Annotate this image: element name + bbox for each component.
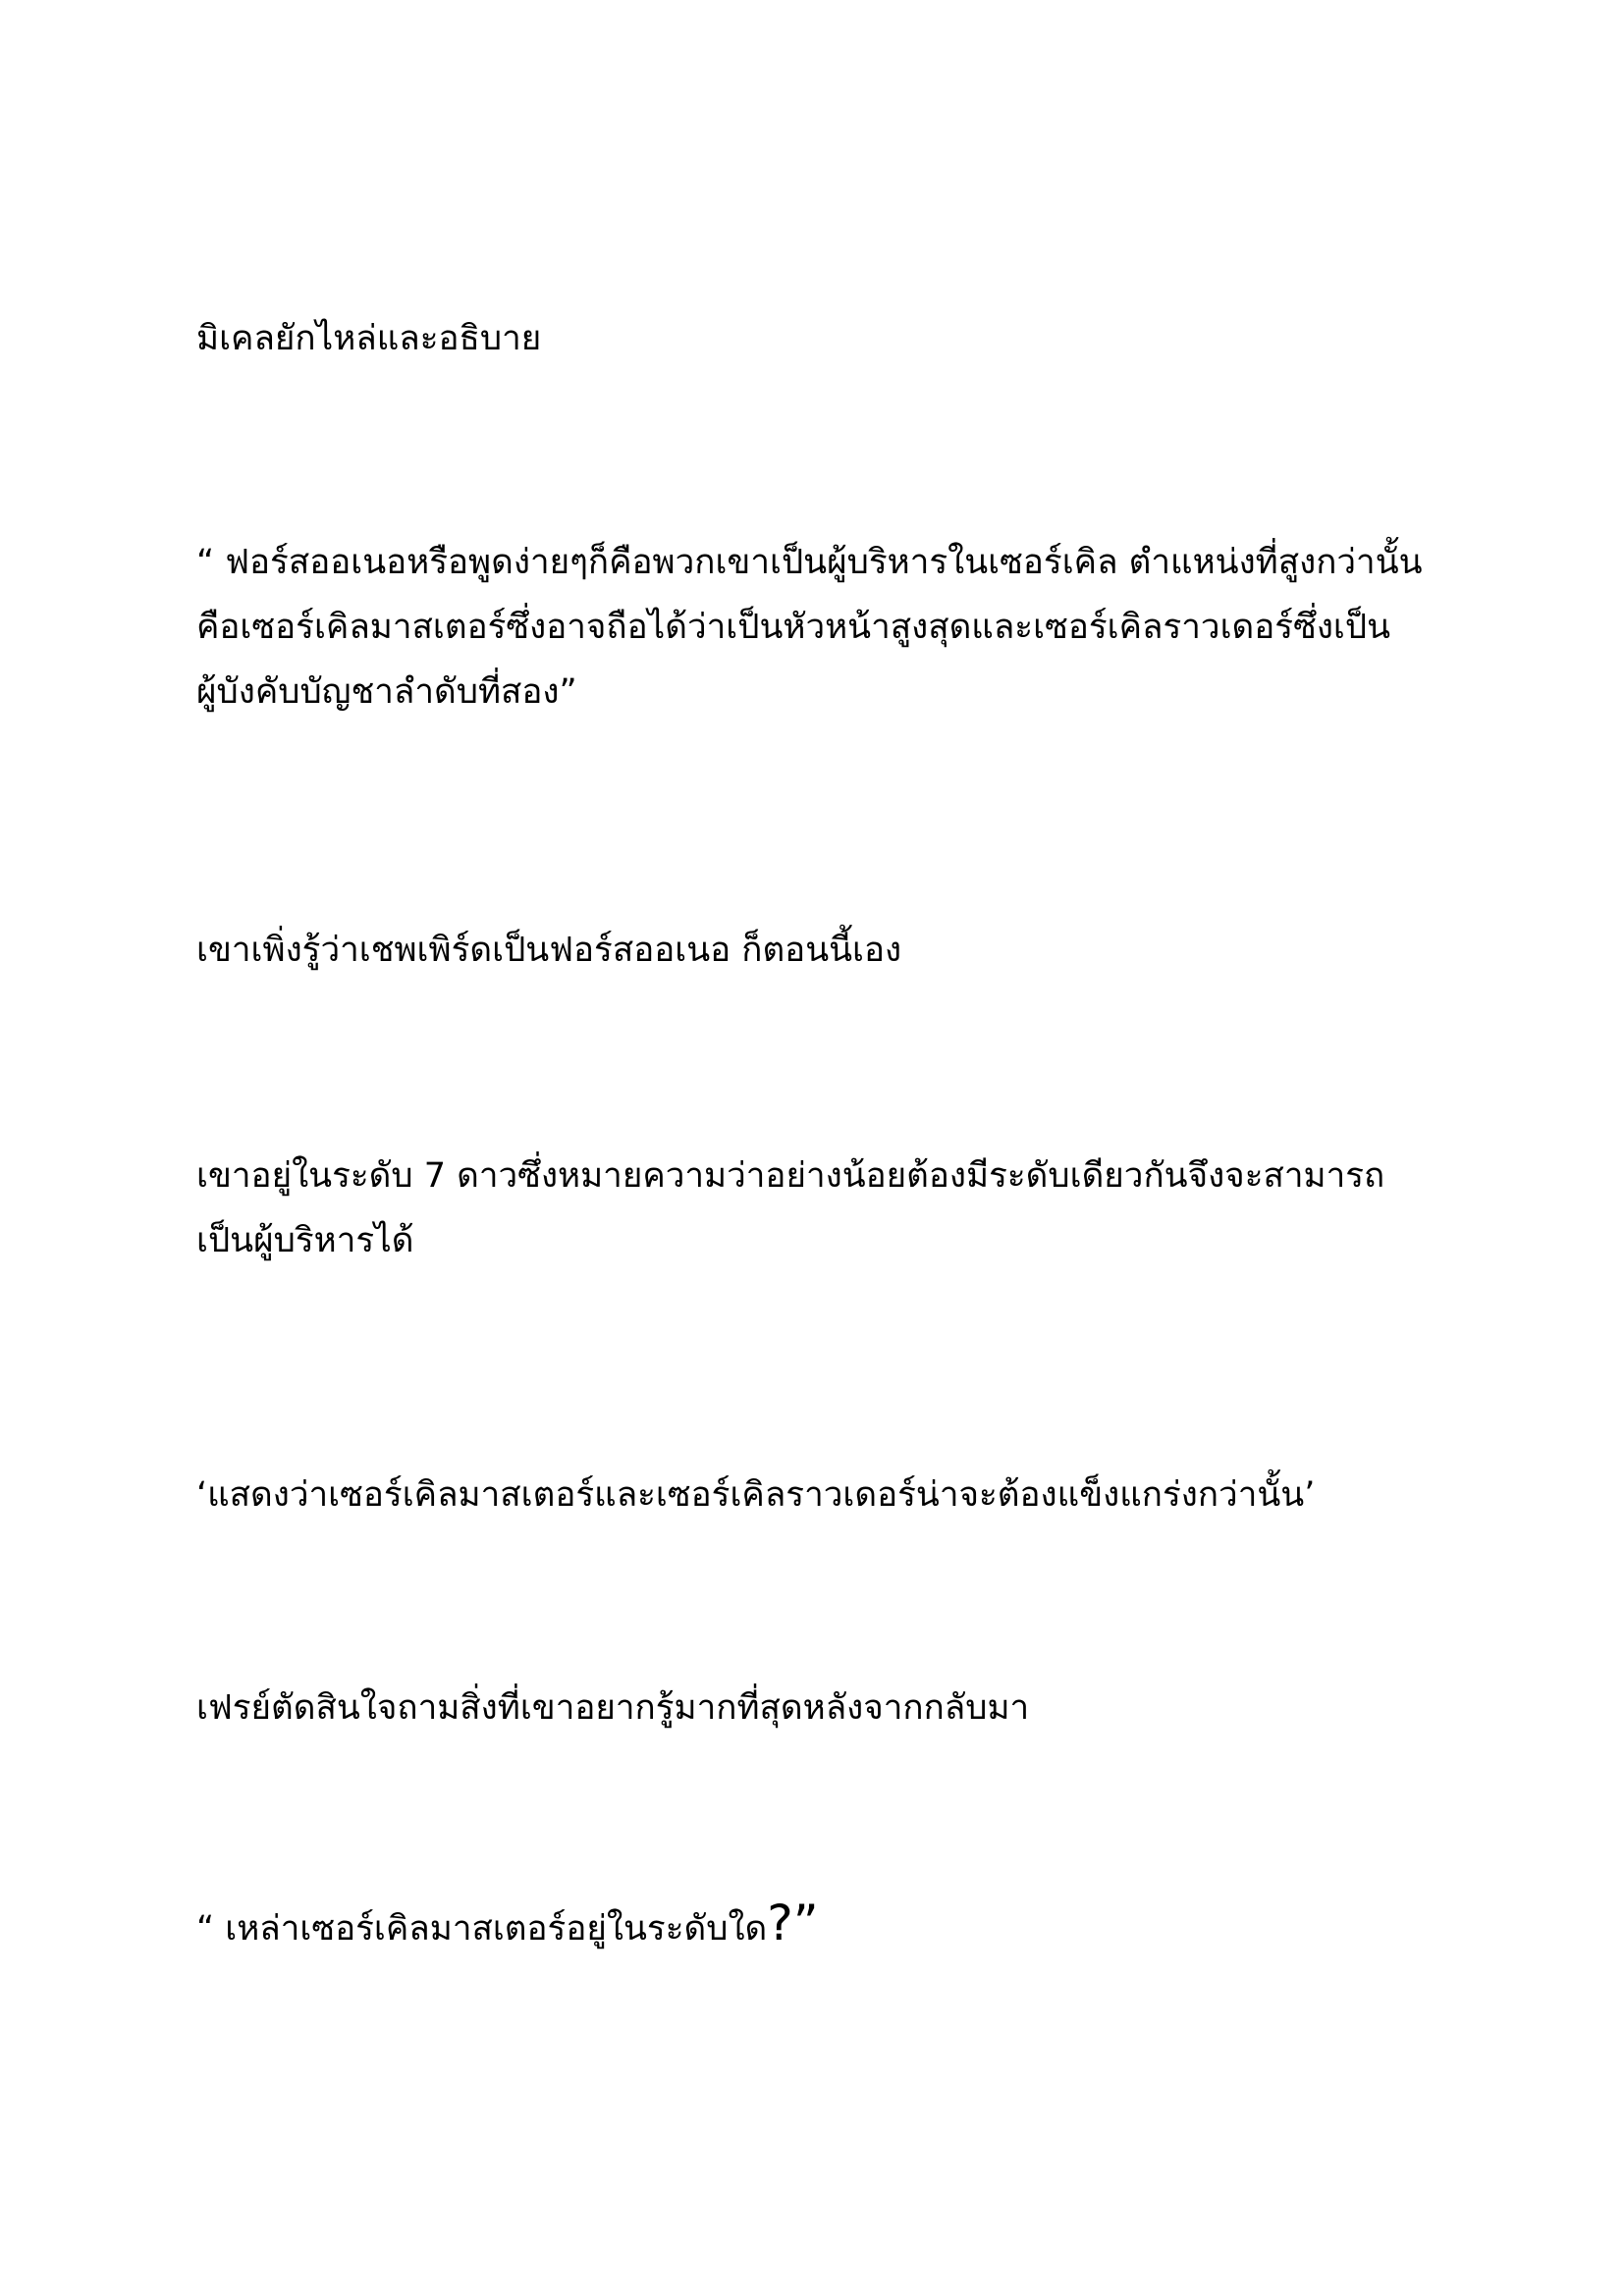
- paragraph-2: [196, 530, 1473, 724]
- text-line: “ ฟอร์สออเนอหรือพูดง่ายๆก็คือพวกเขาเป็นผู้บริหารในเซอร์เคิล ตำแหน่งที่สูงกว่านั้น: [196, 543, 1423, 582]
- paragraph-1: [196, 306, 1473, 371]
- text-line: มิเคลยักไหล่และอธิบาย: [196, 319, 542, 358]
- text-line: เฟรย์ตัดสินใจถามสิ่งที่เขาอยากรู้มากที่สุดหลังจากกลับมา: [196, 1688, 1030, 1728]
- text-line: คือเซอร์เคิลมาสเตอร์ซึ่งอาจถือได้ว่าเป็นหัวหน้าสูงสุดและเซอร์เคิลราวเดอร์ซึ่งเป็น: [196, 608, 1391, 647]
- text-line-body: “ เหล่าเซอร์เคิลมาสเตอร์อยู่ในระดับใด: [196, 1909, 768, 1949]
- paragraph-6: [196, 1676, 1473, 1740]
- paragraph-3: [196, 918, 1473, 983]
- paragraph-5: [196, 1463, 1473, 1527]
- text-line: [196, 1896, 1473, 1961]
- paragraph-4: [196, 1144, 1473, 1273]
- text-line: เป็นผู้บริหารได้: [196, 1221, 414, 1260]
- text-line: เขาอยู่ในระดับ 7 ดาวซึ่งหมายความว่าอย่างน้อยต้องมีระดับเดียวกันจึงจะสามารถ: [196, 1156, 1385, 1196]
- paragraph-7: [196, 1896, 1473, 1961]
- text-line: ‘แสดงว่าเซอร์เคิลมาสเตอร์และเซอร์เคิลราวเดอร์น่าจะต้องแข็งแกร่งกว่านั้น’: [196, 1475, 1316, 1515]
- text-line: ผู้บังคับบัญชาลำดับที่สอง”: [196, 672, 577, 712]
- text-line: เขาเพิ่งรู้ว่าเชพเพิร์ดเป็นฟอร์สออเนอ ก็ตอนนี้เอง: [196, 931, 902, 970]
- question-mark-quote: ?”: [767, 1895, 819, 1951]
